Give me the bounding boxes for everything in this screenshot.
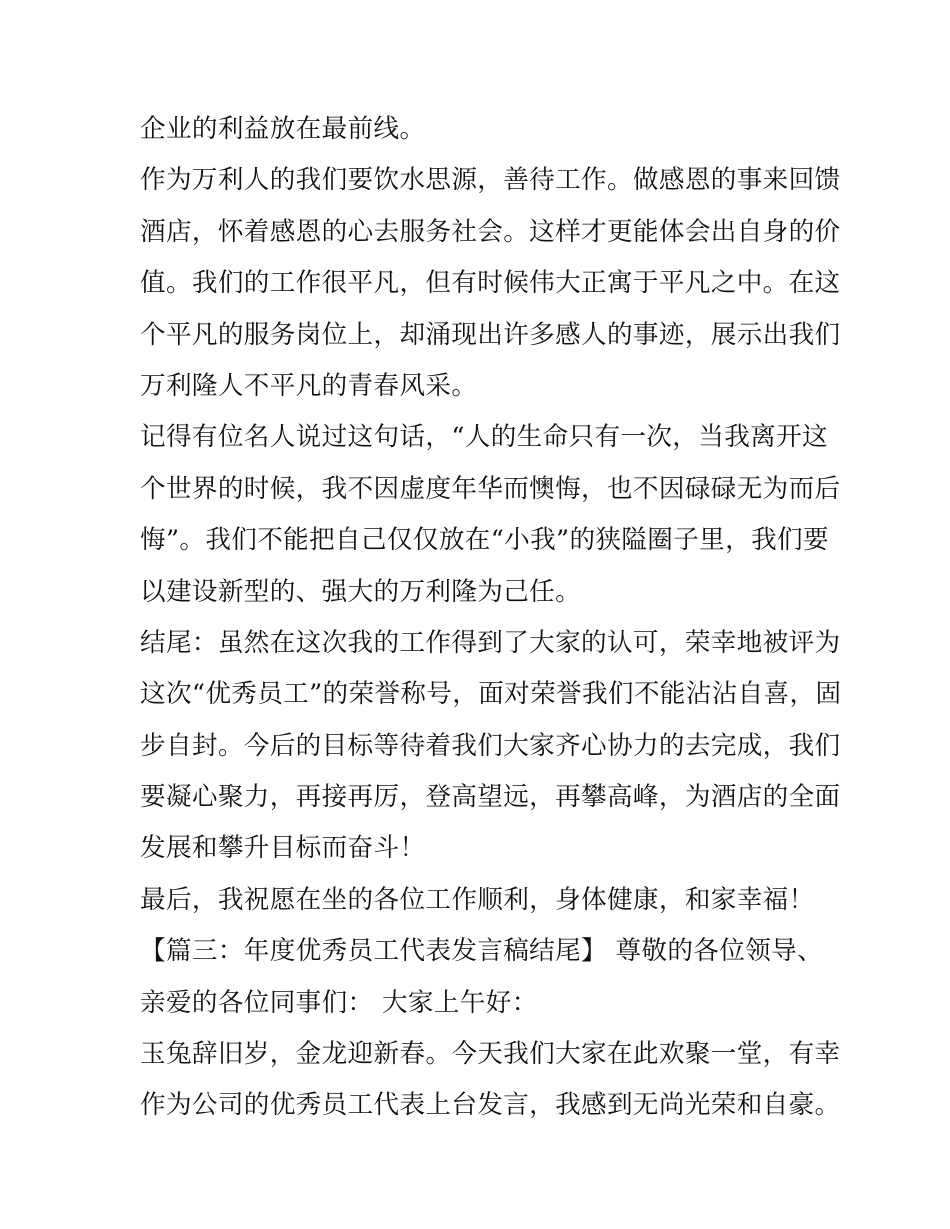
text-line-11: 结尾：虽然在这次我的工作得到了大家的认可，荣幸地被评为 <box>140 627 841 658</box>
text-line-2: 作为万利人的我们要饮水思源，善待工作。做感恩的事来回馈 <box>140 165 841 196</box>
text-line-19: 玉兔辞旧岁，金龙迎新春。今天我们大家在此欢聚一堂，有幸 <box>140 1039 841 1070</box>
text-line-13: 步自封。今后的目标等待着我们大家齐心协力的去完成，我们 <box>140 730 841 761</box>
text-line-1: 企业的利益放在最前线。 <box>140 114 426 144</box>
text-line-15: 发展和攀升目标而奋斗！ <box>140 833 426 864</box>
section-heading-line: 【篇三：年度优秀员工代表发言稿结尾】 尊敬的各位领导、 <box>140 936 824 967</box>
text-line-3: 酒店，怀着感恩的心去服务社会。这样才更能体会出自身的价 <box>140 216 841 247</box>
text-line-18: 亲爱的各位同事们： 大家上午好： <box>140 987 538 1018</box>
text-line-10: 以建设新型的、强大的万利隆为己任。 <box>140 576 582 607</box>
text-line-14: 要凝心聚力，再接再厉，登高望远，再攀高峰，为酒店的全面 <box>140 782 841 813</box>
text-line-8: 个世界的时候，我不因虚度年华而懊悔，也不因碌碌无为而后 <box>140 473 841 504</box>
document-body <box>140 104 842 1132</box>
text-line-20: 作为公司的优秀员工代表上台发言，我感到无尚光荣和自豪。 <box>140 1090 841 1121</box>
text-line-16: 最后，我祝愿在坐的各位工作顺利，身体健康，和家幸福！ <box>140 884 815 915</box>
text-line-5: 个平凡的服务岗位上，却涌现出许多感人的事迹，展示出我们 <box>140 319 841 350</box>
text-line-6: 万利隆人不平凡的青春风采。 <box>140 370 478 401</box>
text-line-7: 记得有位名人说过这句话，“人的生命只有一次，当我离开这 <box>140 422 828 453</box>
text-line-9: 悔”。我们不能把自己仅仅放在“小我”的狭隘圈子里，我们要 <box>140 525 829 556</box>
text-line-4: 值。我们的工作很平凡，但有时候伟大正寓于平凡之中。在这 <box>140 268 841 299</box>
text-line-12: 这次“优秀员工”的荣誉称号，面对荣誉我们不能沾沾自喜，固 <box>140 679 842 710</box>
